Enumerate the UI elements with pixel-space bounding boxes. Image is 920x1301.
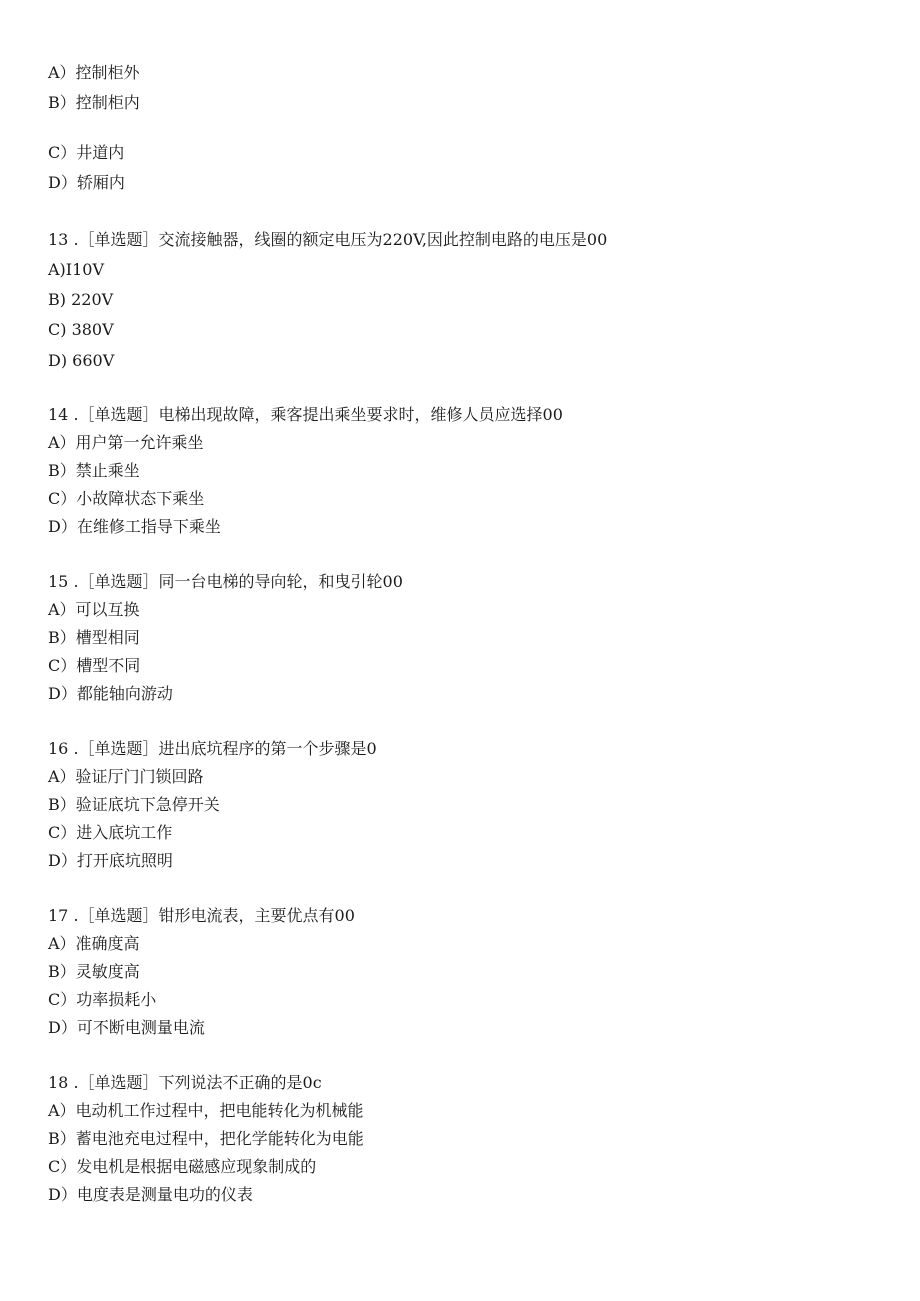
question-17: 17 .［单选题］钳形电流表，主要优点有00 [48,906,355,925]
option-b-q14: B）禁止乘坐 [48,461,140,480]
option-b-q17: B）灵敏度高 [48,962,140,981]
option-d-q15: D）都能轴向游动 [48,684,173,703]
option-b-q12: B）控制柜内 [48,93,140,112]
question-13: 13 .［单选题］交流接触器，线圈的额定电压为220V,因此控制电路的电压是00 [48,230,608,249]
option-d-q13: D) 660V [48,351,115,370]
option-b-q16: B）验证底坑下急停开关 [48,795,220,814]
option-b-q13: B) 220V [48,290,114,309]
option-d-q17: D）可不断电测量电流 [48,1018,205,1037]
option-c-q13: C) 380V [48,320,114,339]
option-c-q15: C）槽型不同 [48,656,141,675]
option-d-q16: D）打开底坑照明 [48,851,173,870]
question-16: 16 .［单选题］进出底坑程序的第一个步骤是0 [48,739,377,758]
option-d-q12: D）轿厢内 [48,173,125,192]
option-a-q14: A）用户第一允许乘坐 [48,433,204,452]
option-c-q17: C）功率损耗小 [48,990,157,1009]
option-a-q16: A）验证厅门门锁回路 [48,767,204,786]
option-d-q14: D）在维修工指导下乘坐 [48,517,221,536]
option-b-q18: B）蓄电池充电过程中，把化学能转化为电能 [48,1129,364,1148]
option-d-q18: D）电度表是测量电功的仪表 [48,1185,253,1204]
option-a-q17: A）准确度高 [48,934,140,953]
option-c-q14: C）小故障状态下乘坐 [48,489,205,508]
option-a-q12: A）控制柜外 [48,63,140,82]
question-18: 18 .［单选题］下列说法不正确的是0c [48,1073,322,1092]
question-15: 15 .［单选题］同一台电梯的导向轮，和曳引轮00 [48,572,403,591]
option-a-q13: A)I10V [48,260,105,279]
option-a-q18: A）电动机工作过程中，把电能转化为机械能 [48,1101,364,1120]
option-c-q12: C）井道内 [48,143,125,162]
option-c-q18: C）发电机是根据电磁感应现象制成的 [48,1157,317,1176]
option-a-q15: A）可以互换 [48,600,140,619]
option-b-q15: B）槽型相同 [48,628,140,647]
question-14: 14 .［单选题］电梯出现故障，乘客提出乘坐要求时，维修人员应选择00 [48,405,563,424]
option-c-q16: C）进入底坑工作 [48,823,173,842]
